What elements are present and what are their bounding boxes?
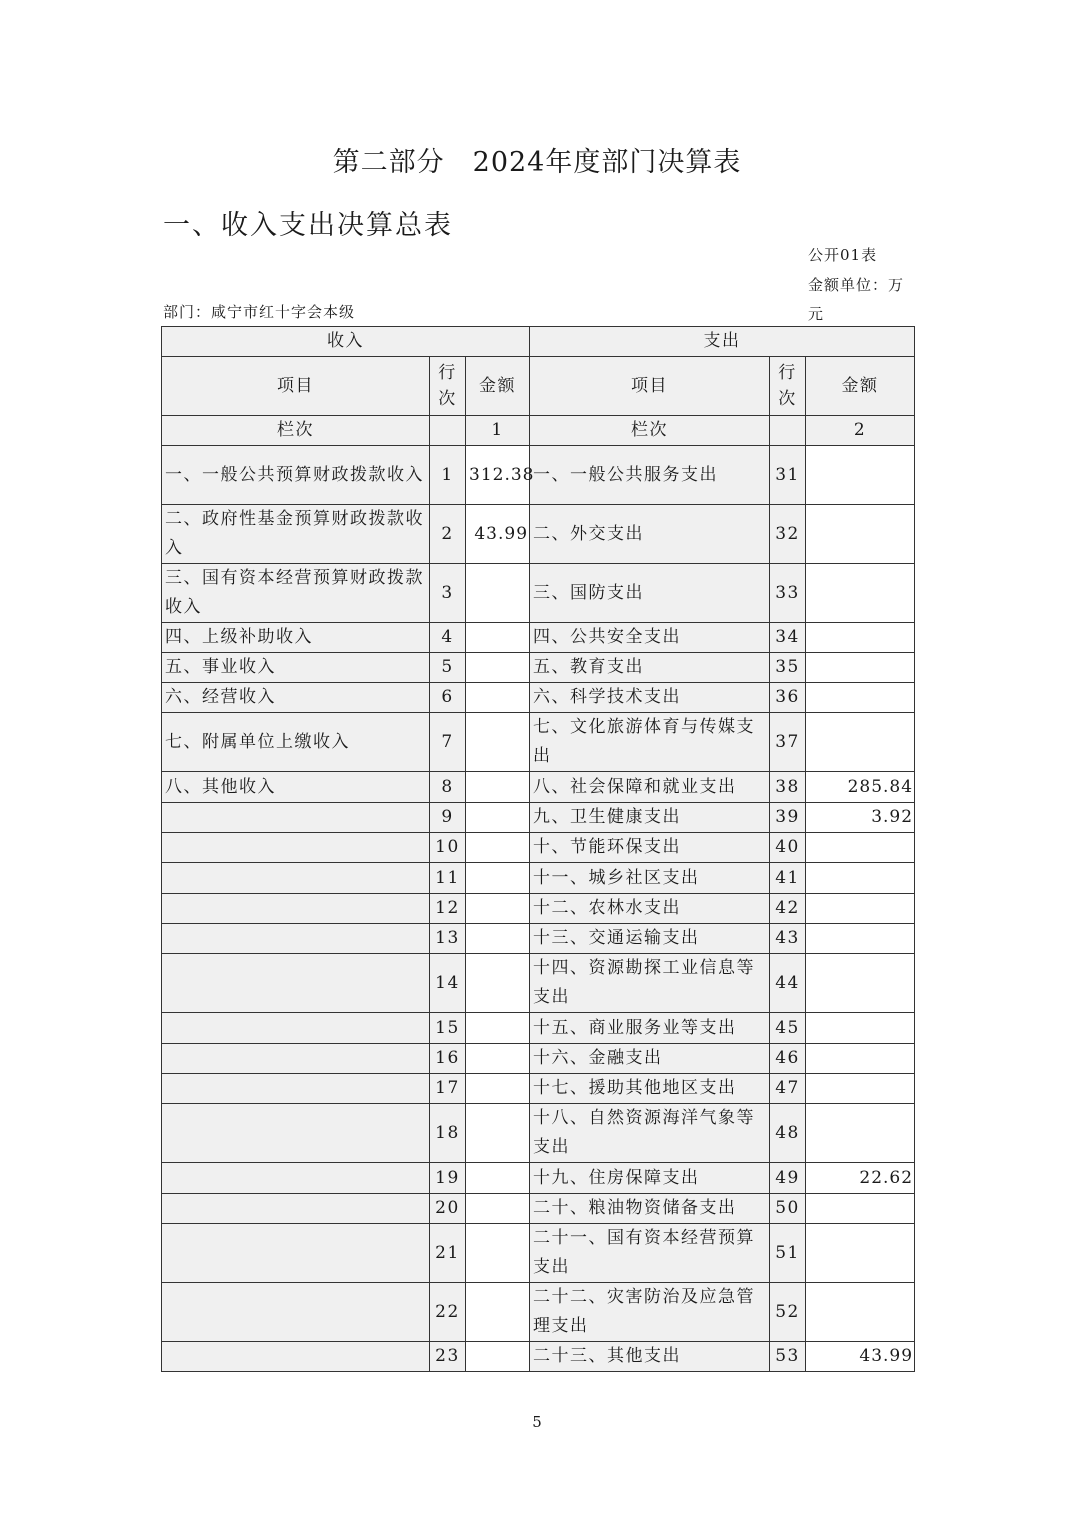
income-item: 五、事业收入 — [162, 653, 430, 683]
income-line: 17 — [430, 1074, 466, 1104]
expense-line: 31 — [770, 446, 806, 505]
income-line: 7 — [430, 713, 466, 772]
expense-amount: 43.99 — [806, 1342, 915, 1372]
income-line: 16 — [430, 1044, 466, 1074]
income-line: 23 — [430, 1342, 466, 1372]
income-expense-table — [161, 326, 915, 1372]
income-line: 20 — [430, 1194, 466, 1224]
expense-line: 35 — [770, 653, 806, 683]
income-item — [162, 833, 430, 863]
income-amount — [466, 863, 530, 894]
expense-item: 八、社会保障和就业支出 — [530, 772, 770, 803]
expense-item: 十一、城乡社区支出 — [530, 863, 770, 894]
expense-item: 十五、商业服务业等支出 — [530, 1013, 770, 1044]
expense-amount — [806, 713, 915, 772]
income-amount — [466, 1074, 530, 1104]
expense-line: 34 — [770, 623, 806, 653]
expense-amount — [806, 894, 915, 924]
expense-item: 十二、农林水支出 — [530, 894, 770, 924]
unit-label-cont: 元 — [808, 305, 825, 323]
header-row-index — [162, 416, 915, 446]
expense-amount: 22.62 — [806, 1163, 915, 1194]
income-amount — [466, 1224, 530, 1283]
expense-line: 50 — [770, 1194, 806, 1224]
table-row — [162, 1283, 915, 1342]
income-amount — [466, 1044, 530, 1074]
income-line: 6 — [430, 683, 466, 713]
income-col-number: 1 — [466, 416, 530, 446]
table-row — [162, 1194, 915, 1224]
income-line: 18 — [430, 1104, 466, 1163]
income-item — [162, 924, 430, 954]
expense-item: 二十二、灾害防治及应急管理支出 — [530, 1283, 770, 1342]
income-line: 14 — [430, 954, 466, 1013]
expense-line: 32 — [770, 505, 806, 564]
income-item: 二、政府性基金预算财政拨款收入 — [162, 505, 430, 564]
table-row — [162, 1224, 915, 1283]
expense-amount — [806, 1074, 915, 1104]
expense-line: 53 — [770, 1342, 806, 1372]
income-line-index — [430, 416, 466, 446]
income-item — [162, 1074, 430, 1104]
income-amount — [466, 623, 530, 653]
income-amount — [466, 653, 530, 683]
table-row — [162, 446, 915, 505]
expense-amount-header: 金额 — [806, 357, 915, 416]
expense-column-label: 栏次 — [530, 416, 770, 446]
income-amount: 43.99 — [466, 505, 530, 564]
header-row-columns — [162, 357, 915, 416]
unit-label: 金额单位：万 — [808, 276, 905, 294]
income-item — [162, 954, 430, 1013]
table-row — [162, 1163, 915, 1194]
income-line-header: 行次 — [430, 357, 466, 416]
section-title: 一、收入支出决算总表 — [163, 210, 453, 241]
expense-line: 51 — [770, 1224, 806, 1283]
expense-amount — [806, 1044, 915, 1074]
income-amount — [466, 833, 530, 863]
expense-item: 十四、资源勘探工业信息等支出 — [530, 954, 770, 1013]
income-amount — [466, 1104, 530, 1163]
expense-line: 49 — [770, 1163, 806, 1194]
expense-line: 44 — [770, 954, 806, 1013]
income-column-label: 栏次 — [162, 416, 430, 446]
income-item — [162, 863, 430, 894]
income-item: 四、上级补助收入 — [162, 623, 430, 653]
expense-line: 46 — [770, 1044, 806, 1074]
income-item-header: 项目 — [162, 357, 430, 416]
expense-line: 36 — [770, 683, 806, 713]
table-row — [162, 1342, 915, 1372]
expense-item: 十六、金融支出 — [530, 1044, 770, 1074]
expense-amount — [806, 1283, 915, 1342]
income-line: 21 — [430, 1224, 466, 1283]
table-row — [162, 1104, 915, 1163]
income-line: 15 — [430, 1013, 466, 1044]
expense-line: 40 — [770, 833, 806, 863]
table-row — [162, 713, 915, 772]
table-row — [162, 894, 915, 924]
income-amount — [466, 683, 530, 713]
income-line: 13 — [430, 924, 466, 954]
expense-item: 二十一、国有资本经营预算支出 — [530, 1224, 770, 1283]
income-amount — [466, 564, 530, 623]
expense-amount — [806, 653, 915, 683]
expense-amount — [806, 505, 915, 564]
expense-line: 37 — [770, 713, 806, 772]
income-amount — [466, 713, 530, 772]
income-header: 收入 — [162, 327, 530, 357]
income-amount — [466, 1283, 530, 1342]
income-item — [162, 1044, 430, 1074]
income-line: 11 — [430, 863, 466, 894]
income-line: 10 — [430, 833, 466, 863]
table-row — [162, 863, 915, 894]
expense-line: 47 — [770, 1074, 806, 1104]
expense-line: 38 — [770, 772, 806, 803]
table-code: 公开01表 — [808, 246, 878, 264]
income-amount — [466, 954, 530, 1013]
expense-line: 42 — [770, 894, 806, 924]
income-line: 22 — [430, 1283, 466, 1342]
expense-item: 十三、交通运输支出 — [530, 924, 770, 954]
income-line: 9 — [430, 803, 466, 833]
table-row — [162, 803, 915, 833]
expense-amount — [806, 623, 915, 653]
table-row — [162, 564, 915, 623]
income-item: 三、国有资本经营预算财政拨款收入 — [162, 564, 430, 623]
expense-line: 43 — [770, 924, 806, 954]
expense-line-header: 行次 — [770, 357, 806, 416]
expense-amount: 285.84 — [806, 772, 915, 803]
expense-amount — [806, 863, 915, 894]
expense-item: 一、一般公共服务支出 — [530, 446, 770, 505]
income-item — [162, 1342, 430, 1372]
expense-amount — [806, 1194, 915, 1224]
expense-item: 二十、粮油物资储备支出 — [530, 1194, 770, 1224]
income-line: 8 — [430, 772, 466, 803]
expense-col-number: 2 — [806, 416, 915, 446]
table-row — [162, 505, 915, 564]
expense-amount — [806, 1224, 915, 1283]
expense-line: 39 — [770, 803, 806, 833]
expense-line: 52 — [770, 1283, 806, 1342]
income-line: 5 — [430, 653, 466, 683]
page-title: 第二部分 2024年度部门决算表 — [332, 147, 742, 178]
expense-item: 十八、自然资源海洋气象等支出 — [530, 1104, 770, 1163]
income-item — [162, 1224, 430, 1283]
income-amount: 312.38 — [466, 446, 530, 505]
expense-amount — [806, 924, 915, 954]
expense-line: 41 — [770, 863, 806, 894]
income-item — [162, 1104, 430, 1163]
table-row — [162, 954, 915, 1013]
income-line: 4 — [430, 623, 466, 653]
expense-item-header: 项目 — [530, 357, 770, 416]
expense-line: 45 — [770, 1013, 806, 1044]
expense-amount — [806, 564, 915, 623]
expense-item: 十九、住房保障支出 — [530, 1163, 770, 1194]
income-item — [162, 894, 430, 924]
income-item: 七、附属单位上缴收入 — [162, 713, 430, 772]
header-row-sections — [162, 327, 915, 357]
expense-amount — [806, 683, 915, 713]
expense-line: 48 — [770, 1104, 806, 1163]
expense-line-index — [770, 416, 806, 446]
table-row — [162, 1013, 915, 1044]
income-item — [162, 1194, 430, 1224]
income-item — [162, 803, 430, 833]
income-amount — [466, 924, 530, 954]
income-item: 六、经营收入 — [162, 683, 430, 713]
income-line: 19 — [430, 1163, 466, 1194]
expense-item: 九、卫生健康支出 — [530, 803, 770, 833]
income-line: 2 — [430, 505, 466, 564]
expense-item: 六、科学技术支出 — [530, 683, 770, 713]
table-row — [162, 623, 915, 653]
page-number: 5 — [532, 1413, 542, 1431]
income-line: 3 — [430, 564, 466, 623]
table-row — [162, 653, 915, 683]
income-amount — [466, 1342, 530, 1372]
expense-amount — [806, 833, 915, 863]
income-line: 12 — [430, 894, 466, 924]
expense-item: 七、文化旅游体育与传媒支出 — [530, 713, 770, 772]
income-line: 1 — [430, 446, 466, 505]
table-row — [162, 833, 915, 863]
income-amount — [466, 1194, 530, 1224]
expense-item: 十七、援助其他地区支出 — [530, 1074, 770, 1104]
table-row — [162, 1074, 915, 1104]
expense-item: 二、外交支出 — [530, 505, 770, 564]
income-item — [162, 1283, 430, 1342]
income-amount — [466, 894, 530, 924]
expense-line: 33 — [770, 564, 806, 623]
expense-amount: 3.92 — [806, 803, 915, 833]
expense-amount — [806, 446, 915, 505]
expense-item: 四、公共安全支出 — [530, 623, 770, 653]
expense-item: 十、节能环保支出 — [530, 833, 770, 863]
expense-amount — [806, 1104, 915, 1163]
expense-amount — [806, 954, 915, 1013]
expense-item: 五、教育支出 — [530, 653, 770, 683]
expense-amount — [806, 1013, 915, 1044]
expense-item: 二十三、其他支出 — [530, 1342, 770, 1372]
expense-header: 支出 — [530, 327, 915, 357]
table-row — [162, 1044, 915, 1074]
table-row — [162, 924, 915, 954]
table-row — [162, 683, 915, 713]
table-row — [162, 772, 915, 803]
income-amount — [466, 803, 530, 833]
income-amount-header: 金额 — [466, 357, 530, 416]
department-label: 部门：咸宁市红十字会本级 — [163, 303, 356, 321]
income-item: 八、其他收入 — [162, 772, 430, 803]
income-amount — [466, 1013, 530, 1044]
income-item — [162, 1163, 430, 1194]
expense-item: 三、国防支出 — [530, 564, 770, 623]
income-item — [162, 1013, 430, 1044]
income-item: 一、一般公共预算财政拨款收入 — [162, 446, 430, 505]
income-amount — [466, 1163, 530, 1194]
income-amount — [466, 772, 530, 803]
